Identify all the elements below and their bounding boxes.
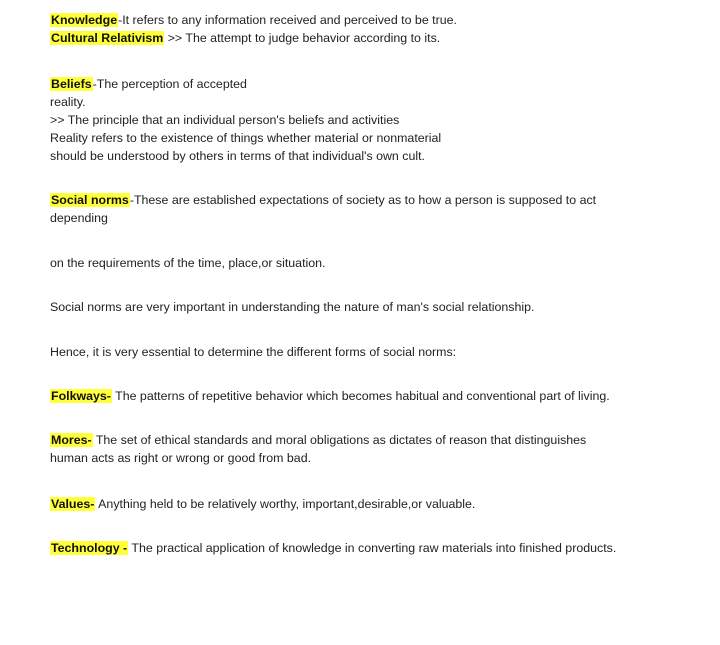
knowledge-text: -It refers to any information received and perceived to be true. — [118, 13, 457, 27]
values-line — [50, 495, 690, 513]
values-text: Anything held to be relatively worthy, important,desirable,or valuable. — [95, 497, 476, 511]
social-norms-term: Social norms — [51, 193, 129, 207]
mores-text-2: human acts as right or wrong or good from bad. — [50, 451, 312, 465]
mores-text-1: The set of ethical standards and moral obligations as dictates of reason that distinguishes — [92, 433, 587, 447]
beliefs-text-4: Reality refers to the existence of things whether material or nonmaterial — [50, 131, 442, 145]
folkways-line — [50, 387, 690, 405]
mores-term: Mores- — [51, 433, 92, 447]
social-norms-text-3: on the requirements of the time, place,or situation. — [50, 256, 326, 270]
social-norms-line — [50, 191, 690, 209]
technology-line — [50, 539, 690, 557]
beliefs-text-5: should be understood by others in terms of that individual's own cult. — [50, 149, 425, 163]
beliefs-text-3: >> The principle that an individual person's beliefs and activities — [50, 113, 400, 127]
beliefs-line — [50, 75, 690, 93]
social-norms-text-4: Social norms are very important in understanding the nature of man's social relationship. — [50, 300, 535, 314]
beliefs-text-2: reality. — [50, 95, 86, 109]
folkways-text: The patterns of repetitive behavior which becomes habitual and conventional part of living. — [111, 389, 610, 403]
beliefs-term: Beliefs — [51, 77, 92, 91]
cultural-relativism-term: Cultural Relativism — [51, 31, 164, 45]
technology-term: Technology - — [51, 541, 128, 555]
values-term: Values- — [51, 497, 95, 511]
mores-line — [50, 431, 690, 449]
folkways-term: Folkways- — [51, 389, 111, 403]
cultural-relativism-text: >> The attempt to judge behavior according to its. — [164, 31, 441, 45]
knowledge-term: Knowledge — [51, 13, 118, 27]
social-norms-text-2: depending — [50, 211, 108, 225]
knowledge-line — [50, 11, 690, 29]
social-norms-text-5: Hence, it is very essential to determine the different forms of social norms: — [50, 345, 457, 359]
technology-text: The practical application of knowledge in converting raw materials into finished products. — [128, 541, 617, 555]
social-norms-text-1: -These are established expectations of society as to how a person is supposed to act — [129, 193, 597, 207]
beliefs-text-1: -The perception of accepted — [92, 77, 247, 91]
cultural-relativism-line — [50, 29, 690, 47]
